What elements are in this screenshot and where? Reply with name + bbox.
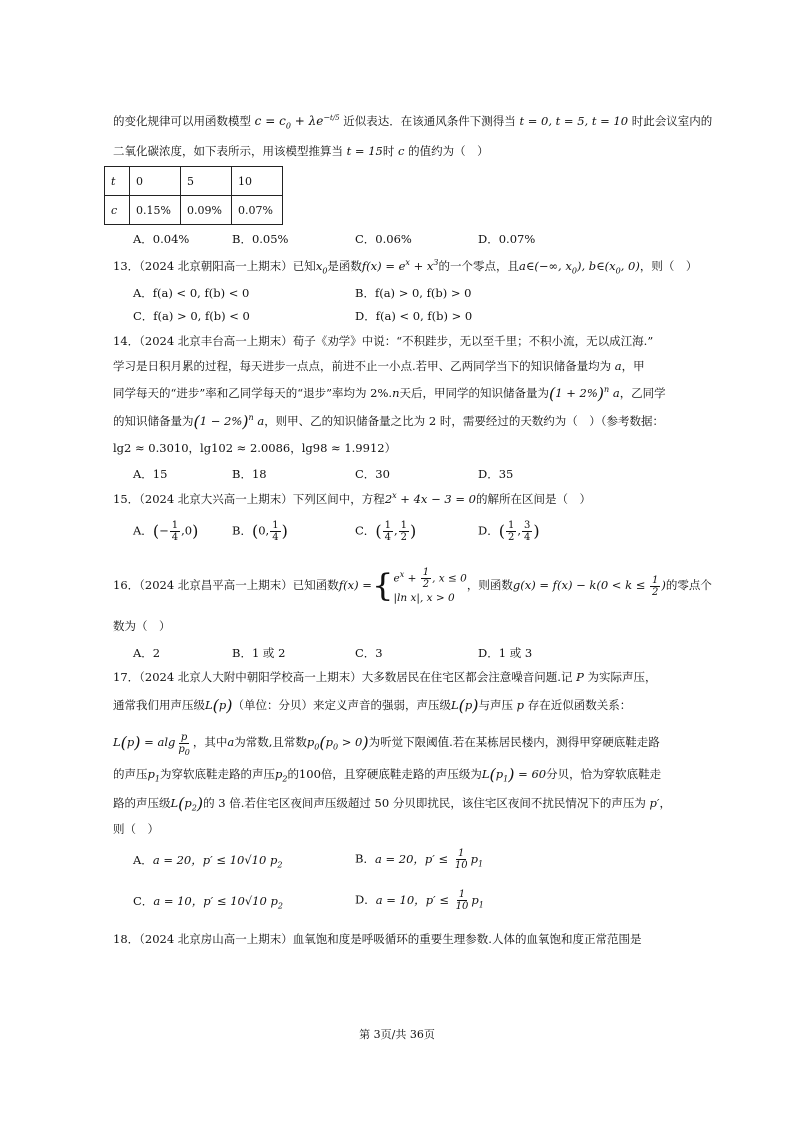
q14-line1: 14．（2024 北京丰台高一上期末）荀子《劝学》中说：“不积跬步，无以至千里；不积小流，无以成江海.” [113,334,654,348]
q15-option-a: A．(− $\frac{1}{4}$ ,0) [133,520,199,543]
q16-option-b: B．1 或 2 [232,646,286,660]
q14-reference-data: lg2 ≈ 0.3010，lg102 ≈ 2.0086，lg98 ≈ 1.9912） [113,441,397,455]
q14-line3: 同学每天的“进步”率和乙同学每天的“退步”率均为 2%.n天后，甲同学的知识储备量为$(1 + 2\%)^n$ a，乙同学 [113,384,666,403]
q16-option-c: C．3 [355,646,383,660]
q12-option-a: A．0.04% [133,232,190,246]
q15-option-c: C．( $\frac{1}{4}$ , $\frac{1}{2}$ ) [355,520,417,543]
q14-line2: 学习是日积月累的过程，每天进步一点点，前进不止一小点.若甲、乙两同学当下的知识储备量均为 a，甲 [113,359,645,373]
q17-line4: 的声压$p_1$为穿软底鞋走路的声压$p_2$的100倍，且穿硬底鞋走路的声压级为$L(p_1) = 60$分贝，恰为穿软底鞋走 [113,765,662,784]
q17-option-b: B．a = 20，p′ ≤ $\frac{1}{10}$ $p_1$ [355,848,484,871]
table-cell: 0.07% [232,196,283,225]
q14-option-c: C．30 [355,467,390,481]
q12-option-b: B．0.05% [232,232,289,246]
table-cell: 5 [181,167,232,196]
table-cell: 0.09% [181,196,232,225]
q13-stem: 13．（2024 北京朝阳高一上期末）已知$x_0$是函数$f(x) = e^x + x^3$的一个零点，且a∈(−∞, $x_0$), $b\in(x_0$, 0)，则（ ） [113,258,698,276]
q13-option-a: A．f(a) < 0, f(b) < 0 [133,286,250,300]
q14-option-a: A．15 [133,467,168,481]
q12-line1: 的变化规律可以用函数模型 $c = c_0 + \lambda e^{-t/5}$ 近似表达．在该通风条件下测得当 t = 0, t = 5, t = 10 时此会议室内的 [113,113,713,131]
q14-line4: 的知识储备量为$(1 - 2\%)^n$ a，则甲、乙的知识储备量之比为 2 时，需要经过的天数约为（ ）（参考数据： [113,412,665,431]
q14-option-b: B．18 [232,467,267,481]
q17-option-d: D．a = 10，p′ ≤ $\frac{1}{10}$ $p_1$ [355,889,484,912]
q12-option-d: D．0.07% [478,232,536,246]
q17-line1: 17．（2024 北京人大附中朝阳学校高一上期末）大多数居民在住宅区都会注意噪音问题.记 P 为实际声压， [113,670,657,684]
q12-option-c: C．0.06% [355,232,412,246]
table-cell: 10 [232,167,283,196]
q14-option-d: D．35 [478,467,514,481]
q17-line6: 则（ ） [113,822,159,836]
q13-option-c: C．f(a) > 0, f(b) < 0 [133,309,250,323]
q17-line3: L(p) = alg $\frac{p}{p_0}$ ，其中a为常数,且常数$p_0(p_0 > 0)$为听觉下限阈值.若在某栋居民楼内，测得甲穿硬底鞋走路 [113,731,660,757]
q17-option-c: C．a = 10，p′ ≤ 10√10 $p_2$ [133,894,283,911]
q15-option-d: D．( $\frac{1}{2}$ , $\frac{3}{4}$ ) [478,520,540,543]
q18-line1: 18．（2024 北京房山高一上期末）血氧饱和度是呼吸循环的重要生理参数.人体的血氧饱和度正常范围是 [113,932,642,946]
q13-option-d: D．f(a) < 0, f(b) > 0 [355,309,473,323]
q17-line5: 路的声压级$L(p_2)$的 3 倍.若住宅区夜间声压级超过 50 分贝即扰民，该住宅区夜间不扰民情况下的声压为 p′， [113,794,671,813]
table-cell: 0 [130,167,181,196]
q17-line2: 通常我们用声压级L(p)（单位：分贝）来定义声音的强弱，声压级L(p)与声压 p 存在近似函数关系： [113,696,632,715]
table-row [105,167,283,196]
q16-line2: 数为（ ） [113,619,171,633]
q12-line2: 二氧化碳浓度，如下表所示，用该模型推算当 t = 15时 c 的值约为（ ） [113,144,489,158]
table-cell: 0.15% [130,196,181,225]
table-row [105,196,283,225]
q16-stem: 16．（2024 北京昌平高一上期末）已知函数f(x) ={ $e^x$ + $\frac{1}{2}$ , x ≤ 0 |ln x|, x > 0 ，则函数g(x) = f(x) − k(0 < k ≤ $\frac{1}{2}$ )的零点个 [113,566,712,604]
q13-option-b: B．f(a) > 0, f(b) > 0 [355,286,472,300]
q16-option-a: A．2 [133,646,161,660]
q16-option-d: D．1 或 3 [478,646,533,660]
table-cell: t [105,167,130,196]
q15-stem: 15．（2024 北京大兴高一上期末）下列区间中，方程$2^x + 4x - 3 = 0$的解所在区间是（ ） [113,491,591,506]
table-cell: c [105,196,130,225]
q15-option-b: B．(0, $\frac{1}{4}$ ) [232,520,288,543]
q17-option-a: A．a = 20，p′ ≤ 10√10 $p_2$ [133,853,283,870]
page-footer: 第 3页/共 36页 [359,1028,435,1041]
co2-table [104,166,283,225]
